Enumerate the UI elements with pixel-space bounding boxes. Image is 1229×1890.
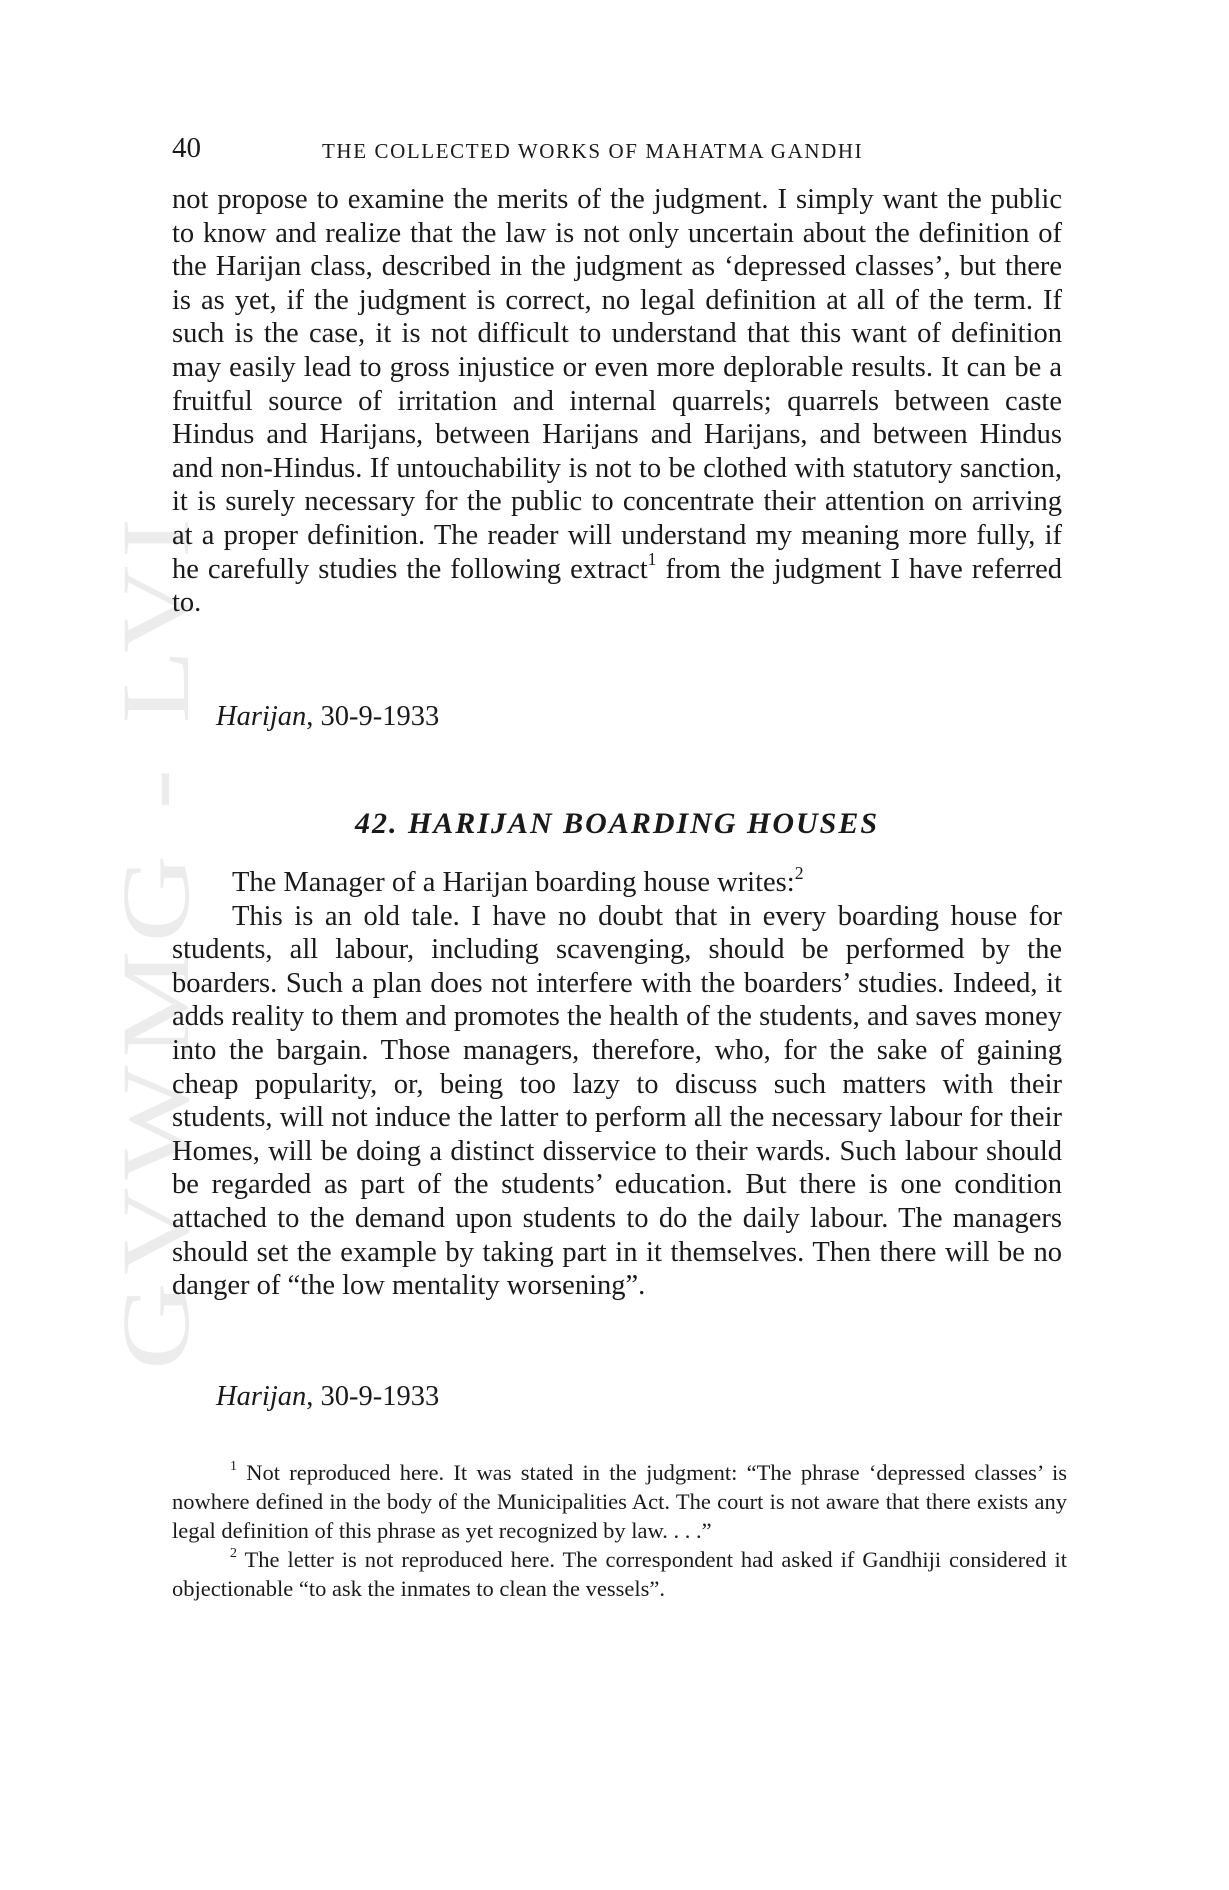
footnote-marker: 1 <box>230 1459 237 1475</box>
article-42-paragraph: This is an old tale. I have no doubt that in every boarding house for students, all labour, including scavenging, should be performed by the boarders. Such a plan does not interfere with the boarders’ studies. Indeed, it adds reality to them and promotes the health of the students, and saves money into the bargain. Those managers, therefore, who, for the sake of gaining cheap popularity, or, being too lazy to discuss such matters with their students, will not induce the latter to perform all the necessary labour for their Homes, will be doing a distinct disservice to their wards. Such labour should be regarded as part of the students’ education. But there is one condition attached to the demand upon students to do the daily labour. The managers should set the example by taking part in it themselves. Then there will be no danger of “the low mentality worsening”. <box>172 900 1062 1302</box>
article-42-source <box>216 1380 439 1414</box>
article-41-paragraph <box>172 183 1062 620</box>
article-41-text: not propose to examine the merits of the judgment. I simply want the public to know and realize that the law is not only uncertain about the definition of the Harijan class, described in the judgment as ‘depressed classes’, but there is as yet, if the judgment is correct, no legal definition at all of the term. If such is the case, it is not difficult to understand that this want of definition may easily lead to gross injustice or even more deplorable results. It can be a fruitful source of irritation and internal quarrels; quarrels between caste Hindus and Harijans, between Harijans and Harijans, and between Hindus and non-Hindus. If untouchability is not to be clothed with statutory sanction, it is surely necessary for the public to concentrate their attention on arriving at a proper definition. The reader will understand my meaning more fully, if he carefully studies the following extract <box>172 184 1062 585</box>
footnote-ref-2: 2 <box>794 862 804 883</box>
article-42-body <box>172 862 1062 1303</box>
article-41-text-end: from the judgment I have referred to. <box>172 553 1062 619</box>
running-title: THE COLLECTED WORKS OF MAHATMA GANDHI <box>322 139 864 163</box>
footnote-text: The letter is not reproduced here. The correspondent had asked if Gandhiji considered it objectionable “to ask the inmates to clean the vessels”. <box>172 1547 1067 1601</box>
source-date: , 30-9-1933 <box>306 701 440 732</box>
footnotes <box>172 1458 1067 1603</box>
source-date: , 30-9-1933 <box>306 1381 440 1412</box>
article-42-intro-text: The Manager of a Harijan boarding house writes: <box>232 867 795 898</box>
footnote-2 <box>172 1545 1067 1603</box>
source-publication: Harijan <box>216 1381 307 1412</box>
footnote-1 <box>172 1458 1067 1545</box>
footnote-marker: 2 <box>230 1546 237 1562</box>
source-publication: Harijan <box>216 701 307 732</box>
section-heading: 42. HARIJAN BOARDING HOUSES <box>354 807 880 840</box>
page-number: 40 <box>172 132 201 164</box>
page-header <box>172 130 1062 170</box>
article-41-body <box>172 183 1062 620</box>
watermark-text: GVWMG - LVI <box>102 688 209 1370</box>
article-41-source <box>216 700 439 734</box>
footnote-text: Not reproduced here. It was stated in the judgment: “The phrase ‘depressed classes’ is nowhere defined in the body of the Municipalities Act. The court is not aware that there exists any legal definition of this phrase as yet recognized by law. . . .” <box>172 1460 1067 1543</box>
footnote-ref-1: 1 <box>647 549 657 570</box>
article-42-intro <box>172 862 1062 900</box>
